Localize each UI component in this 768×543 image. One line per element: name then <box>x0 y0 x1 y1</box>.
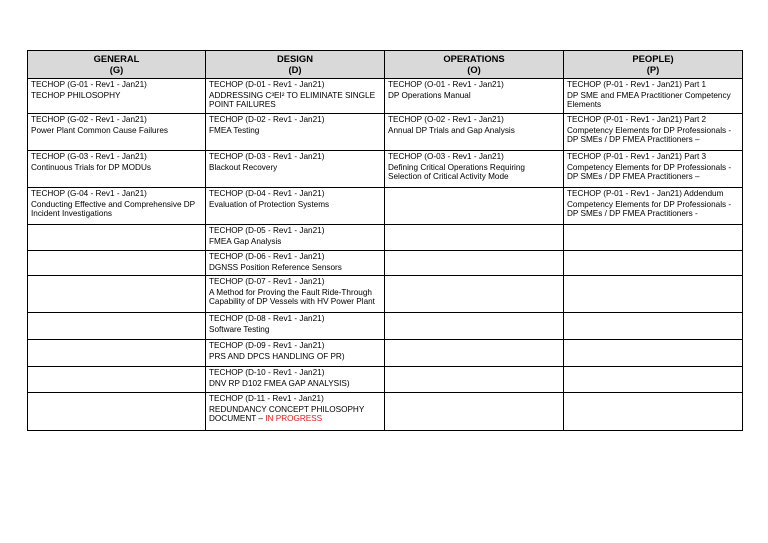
table-row <box>28 393 743 431</box>
empty-cell <box>385 188 564 225</box>
column-header-name: GENERAL <box>93 53 140 64</box>
techop-code: TECHOP (G-04 - Rev1 - Jan21) <box>31 189 147 198</box>
table-row <box>28 367 743 393</box>
techop-title <box>209 405 381 424</box>
empty-cell <box>564 340 743 367</box>
techop-cell <box>206 276 385 313</box>
techop-title <box>31 91 202 101</box>
table-body <box>28 79 743 431</box>
techop-index-table <box>27 50 743 431</box>
techop-title-text: Defining Critical Operations Requiring Selection of Critical Activity Mode <box>388 162 525 182</box>
empty-cell <box>28 225 206 251</box>
techop-title-text: Power Plant Common Cause Failures <box>31 125 168 135</box>
table-header <box>28 51 743 79</box>
empty-cell <box>28 313 206 340</box>
techop-title <box>209 163 381 173</box>
table-row <box>28 151 743 188</box>
techop-title <box>567 91 739 110</box>
table-row <box>28 114 743 151</box>
empty-cell <box>564 393 743 431</box>
column-header-name: PEOPLE) <box>632 53 674 64</box>
column-header-name: OPERATIONS <box>443 53 505 64</box>
techop-title <box>209 379 381 389</box>
techop-cell <box>206 367 385 393</box>
techop-title <box>567 126 739 145</box>
techop-title-text: TECHOP PHILOSOPHY <box>31 90 121 100</box>
techop-cell <box>564 188 743 225</box>
techop-cell <box>206 114 385 151</box>
techop-cell <box>385 114 564 151</box>
column-header-code: (D) <box>288 64 302 75</box>
techop-title-text: Competency Elements for DP Professionals - DP SMEs / DP FMEA Practitioners – <box>567 162 732 182</box>
table-row <box>28 79 743 114</box>
techop-code: TECHOP (D-03 - Rev1 - Jan21) <box>209 152 325 161</box>
techop-title <box>31 200 202 219</box>
techop-title <box>31 163 202 173</box>
techop-code: TECHOP (D-06 - Rev1 - Jan21) <box>209 252 325 261</box>
techop-title-text: DP Operations Manual <box>388 90 471 100</box>
techop-code: TECHOP (D-09 - Rev1 - Jan21) <box>209 341 325 350</box>
column-header-operations <box>385 51 564 79</box>
techop-cell <box>206 340 385 367</box>
empty-cell <box>564 251 743 276</box>
techop-cell <box>385 79 564 114</box>
techop-title <box>209 237 381 247</box>
techop-title-text: A Method for Proving the Fault Ride-Through Capability of DP Vessels with HV Power Plant <box>209 287 375 307</box>
techop-code: TECHOP (D-08 - Rev1 - Jan21) <box>209 314 325 323</box>
techop-title-text: Software Testing <box>209 324 270 334</box>
techop-code: TECHOP (D-01 - Rev1 - Jan21) <box>209 80 325 89</box>
techop-cell <box>385 151 564 188</box>
table-row <box>28 188 743 225</box>
column-header-design <box>206 51 385 79</box>
techop-code: TECHOP (O-01 - Rev1 - Jan21) <box>388 80 504 89</box>
techop-code: TECHOP (D-05 - Rev1 - Jan21) <box>209 226 325 235</box>
techop-title-text: Continuous Trials for DP MODUs <box>31 162 151 172</box>
empty-cell <box>28 393 206 431</box>
techop-code: TECHOP (G-01 - Rev1 - Jan21) <box>31 80 147 89</box>
techop-title <box>388 163 560 182</box>
table-row <box>28 251 743 276</box>
techop-title-text: ADDRESSING C³EI² TO ELIMINATE SINGLE POINT FAILURES <box>209 90 376 110</box>
empty-cell <box>28 251 206 276</box>
empty-cell <box>564 367 743 393</box>
empty-cell <box>564 225 743 251</box>
techop-cell <box>206 313 385 340</box>
techop-title-text: FMEA Testing <box>209 125 260 135</box>
techop-cell <box>28 79 206 114</box>
techop-title <box>209 288 381 307</box>
techop-title-text: DGNSS Position Reference Sensors <box>209 262 342 272</box>
empty-cell <box>28 367 206 393</box>
techop-title <box>209 126 381 136</box>
techop-cell <box>206 393 385 431</box>
techop-title-text: Evaluation of Protection Systems <box>209 199 330 209</box>
techop-cell <box>564 79 743 114</box>
table-row <box>28 225 743 251</box>
techop-code: TECHOP (D-11 - Rev1 - Jan21) <box>209 394 324 403</box>
techop-title-text: Annual DP Trials and Gap Analysis <box>388 125 515 135</box>
techop-cell <box>206 79 385 114</box>
empty-cell <box>385 340 564 367</box>
empty-cell <box>385 313 564 340</box>
techop-title <box>388 126 560 136</box>
techop-code: TECHOP (O-02 - Rev1 - Jan21) <box>388 115 504 124</box>
empty-cell <box>385 393 564 431</box>
techop-code: TECHOP (P-01 - Rev1 - Jan21) Part 1 <box>567 80 707 89</box>
techop-cell <box>564 114 743 151</box>
column-header-name: DESIGN <box>277 53 313 64</box>
empty-cell <box>385 367 564 393</box>
techop-cell <box>206 151 385 188</box>
status-text: IN PROGRESS <box>265 414 323 424</box>
table-row <box>28 340 743 367</box>
empty-cell <box>28 276 206 313</box>
empty-cell <box>28 340 206 367</box>
techop-code: TECHOP (D-10 - Rev1 - Jan21) <box>209 368 325 377</box>
techop-title-text: Competency Elements for DP Professionals - DP SMEs / DP FMEA Practitioners – <box>567 125 732 145</box>
empty-cell <box>564 313 743 340</box>
column-header-people <box>564 51 743 79</box>
techop-code: TECHOP (P-01 - Rev1 - Jan21) Part 3 <box>567 152 707 161</box>
techop-title <box>209 263 381 273</box>
techop-cell <box>28 114 206 151</box>
techop-title-text: Competency Elements for DP Professionals - DP SMEs / DP FMEA Practitioners - <box>567 199 732 219</box>
techop-title <box>567 163 739 182</box>
techop-title-text: Blackout Recovery <box>209 162 278 172</box>
techop-cell <box>28 151 206 188</box>
techop-title <box>209 352 381 362</box>
techop-cell <box>28 188 206 225</box>
techop-title-text: REDUNDANCY CONCEPT PHILOSOPHY DOCUMENT – <box>209 404 365 424</box>
techop-title-text: DP SME and FMEA Practitioner Competency Elements <box>567 90 731 110</box>
header-row <box>28 51 743 79</box>
empty-cell <box>385 225 564 251</box>
techop-title <box>567 200 739 219</box>
techop-title-text: Conducting Effective and Comprehensive DP Incident Investigations <box>31 199 195 219</box>
table-row <box>28 313 743 340</box>
table-row <box>28 276 743 313</box>
techop-title <box>209 325 381 335</box>
techop-code: TECHOP (P-01 - Rev1 - Jan21) Part 2 <box>567 115 707 124</box>
empty-cell <box>385 251 564 276</box>
techop-cell <box>206 225 385 251</box>
techop-title <box>31 126 202 136</box>
empty-cell <box>564 276 743 313</box>
techop-cell <box>206 188 385 225</box>
column-header-general <box>28 51 206 79</box>
techop-title-text: FMEA Gap Analysis <box>209 236 282 246</box>
techop-code: TECHOP (D-04 - Rev1 - Jan21) <box>209 189 325 198</box>
techop-cell <box>206 251 385 276</box>
techop-title <box>388 91 560 101</box>
techop-code: TECHOP (G-02 - Rev1 - Jan21) <box>31 115 147 124</box>
techop-code: TECHOP (O-03 - Rev1 - Jan21) <box>388 152 504 161</box>
empty-cell <box>385 276 564 313</box>
techop-code: TECHOP (D-02 - Rev1 - Jan21) <box>209 115 325 124</box>
column-header-code: (P) <box>646 64 660 75</box>
techop-code: TECHOP (D-07 - Rev1 - Jan21) <box>209 277 325 286</box>
techop-cell <box>564 151 743 188</box>
techop-code: TECHOP (G-03 - Rev1 - Jan21) <box>31 152 147 161</box>
techop-title-text: PRS AND DPCS HANDLING OF PR) <box>209 351 345 361</box>
column-header-code: (O) <box>467 64 481 75</box>
column-header-code: (G) <box>109 64 124 75</box>
techop-title <box>209 91 381 110</box>
techop-code: TECHOP (P-01 - Rev1 - Jan21) Addendum <box>567 189 724 198</box>
techop-title <box>209 200 381 210</box>
techop-title-text: DNV RP D102 FMEA GAP ANALYSIS) <box>209 378 350 388</box>
